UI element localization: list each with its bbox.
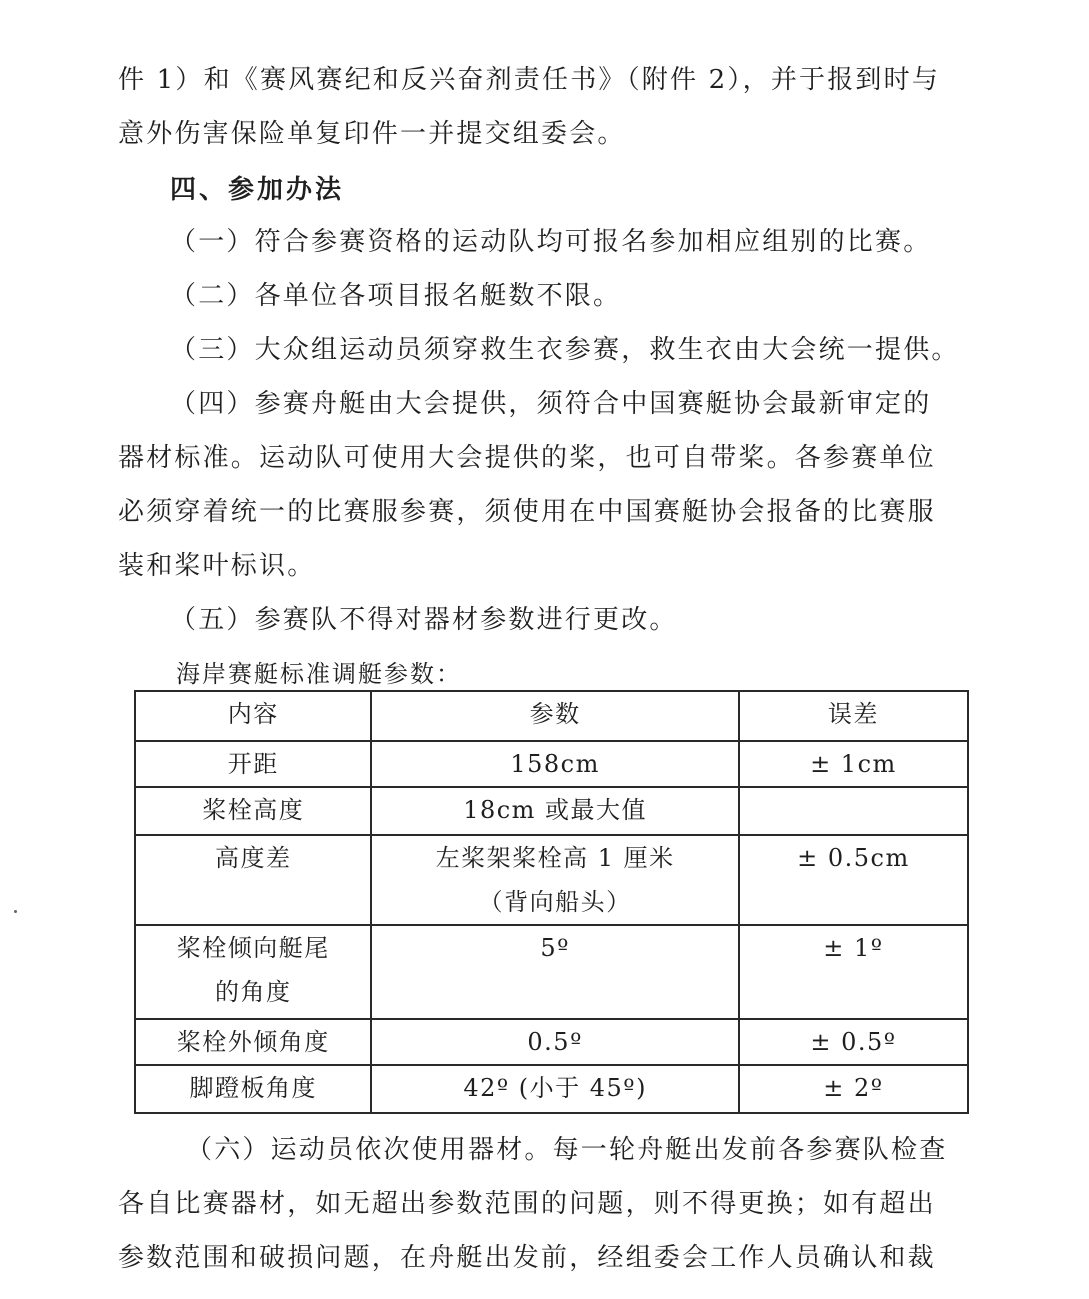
item-line: 桨栓倾向艇尾 [176,934,330,962]
table-header-row [135,691,968,741]
table-cell-item: 桨栓高度 [135,787,371,835]
table-cell-tolerance [739,787,968,835]
list-item-4-line: 装和桨叶标识。 [118,551,316,581]
list-item-5: （五）参赛队不得对器材参数进行更改。 [170,605,678,635]
list-item-4-line: 器材标准。运动队可使用大会提供的桨，也可自带桨。各参赛单位 [118,443,936,473]
table-header-cell: 误差 [739,691,968,741]
list-item-1: （一）符合参赛资格的运动队均可报名参加相应组别的比赛。 [170,227,932,257]
rigging-parameters-table [134,690,969,1114]
param-line: 左桨架桨栓高 1 厘米 [435,844,675,872]
table-cell-param: 0.5º [371,1019,738,1065]
table-cell-item: 高度差 [135,835,371,925]
table-cell-param: 42º (小于 45º) [371,1065,738,1113]
table-cell-item: 开距 [135,741,371,787]
table-header-cell: 参数 [371,691,738,741]
list-item-4-line: 必须穿着统一的比赛服参赛，须使用在中国赛艇协会报备的比赛服 [118,497,936,527]
table-cell-item: 桨栓外倾角度 [135,1019,371,1065]
table-cell-tolerance: ± 0.5cm [739,835,968,925]
table-cell-tolerance: ± 2º [739,1065,968,1113]
list-item-6-line: （六）运动员依次使用器材。每一轮舟艇出发前各参赛队检查 [186,1135,948,1165]
table-cell-param [371,835,738,925]
paragraph-line: 件 1）和《赛风赛纪和反兴奋剂责任书》（附件 2），并于报到时与 [118,65,941,95]
item-line: 的角度 [214,978,292,1006]
list-item-4-line: （四）参赛舟艇由大会提供，须符合中国赛艇协会最新审定的 [170,389,932,419]
table-row [135,925,968,1019]
table-row [135,741,968,787]
table-row [135,1019,968,1065]
list-item-6-line: 各自比赛器材，如无超出参数范围的问题，则不得更换；如有超出 [118,1189,936,1219]
table-cell-tolerance: ± 1cm [739,741,968,787]
table-row [135,835,968,925]
scan-speck [14,910,17,913]
table-row [135,1065,968,1113]
list-item-2: （二）各单位各项目报名艇数不限。 [170,281,622,311]
table-cell-param: 158cm [371,741,738,787]
table-header-cell: 内容 [135,691,371,741]
table-cell-item [135,925,371,1019]
table-row [135,787,968,835]
list-item-6-line: 参数范围和破损问题，在舟艇出发前，经组委会工作人员确认和裁 [118,1243,936,1273]
table-cell-tolerance: ± 1º [739,925,968,1019]
paragraph-line: 意外伤害保险单复印件一并提交组委会。 [118,119,626,149]
list-item-3: （三）大众组运动员须穿救生衣参赛，救生衣由大会统一提供。 [170,335,960,365]
table-caption: 海岸赛艇标准调艇参数： [176,660,462,688]
table-cell-param: 5º [371,925,738,1019]
table-cell-tolerance: ± 0.5º [739,1019,968,1065]
section-heading: 四、参加办法 [170,175,345,205]
param-line: （背向船头） [478,888,632,916]
table-cell-param: 18cm 或最大值 [371,787,738,835]
table-cell-item: 脚蹬板角度 [135,1065,371,1113]
